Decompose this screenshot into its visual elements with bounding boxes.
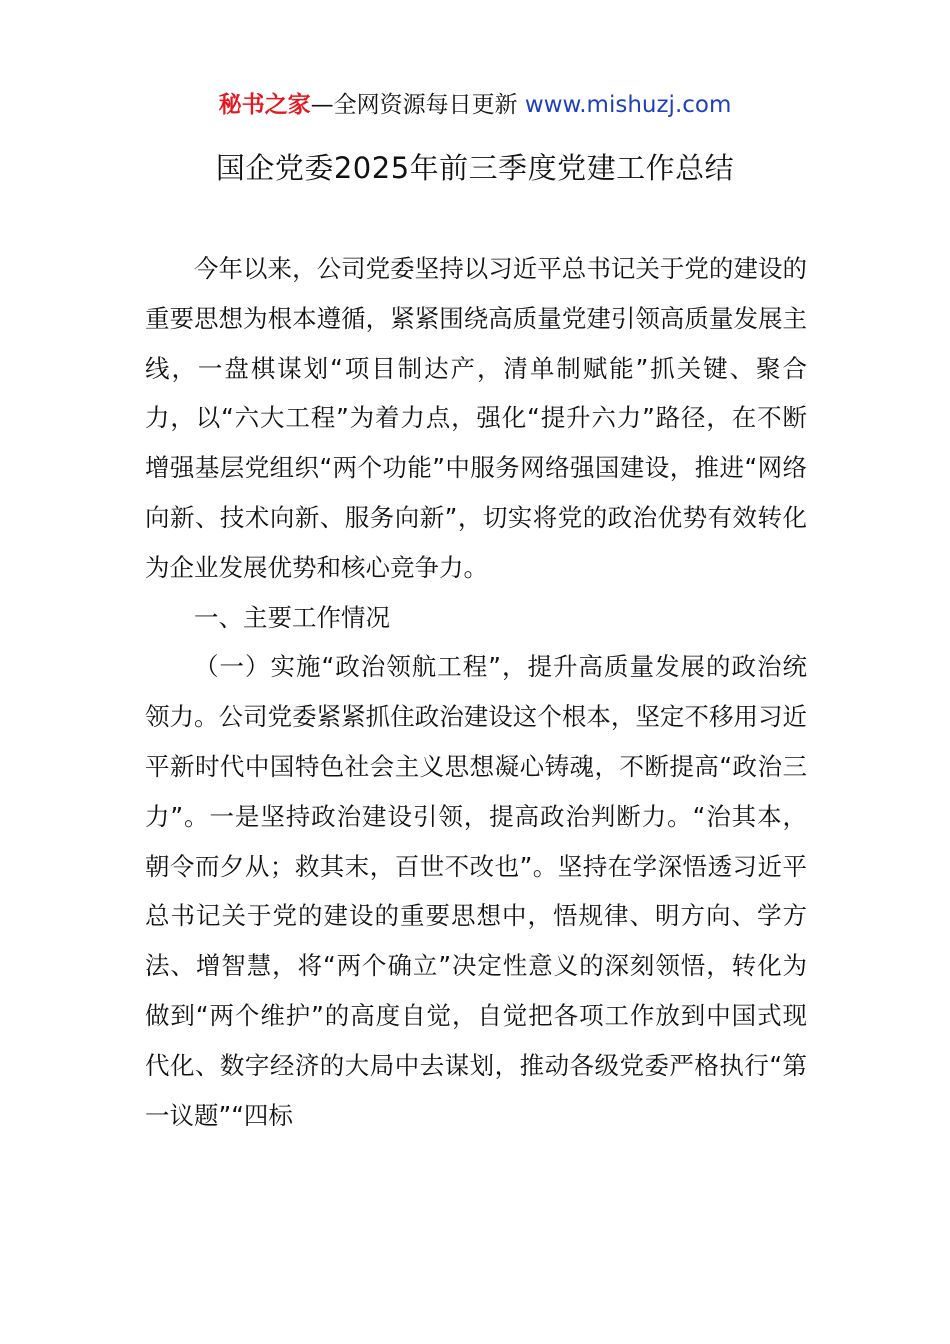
- brand-name: 秘书之家: [218, 92, 311, 118]
- document-body: [145, 244, 807, 1140]
- section-paragraph: （一）实施“政治领航工程”，提升高质量发展的政治统领力。公司党委紧紧抓住政治建设这个根本，坚定不移用习近平新时代中国特色社会主义思想凝心铸魂，不断提高“政治三力”。一是坚持政治建设引领，提高政治判断力。“治其本，朝令而夕从；救其末，百世不改也”。坚持在学深悟透习近平总书记关于党的建设的重要思想中，悟规律、明方向、学方法、增智慧，将“两个确立”决定性意义的深刻领悟，转化为做到“两个维护”的高度自觉，自觉把各项工作放到中国式现代化、数字经济的大局中去谋划，推动各级党委严格执行“第一议题”“四标: [145, 652, 807, 1130]
- intro-paragraph: 今年以来，公司党委坚持以习近平总书记关于党的建设的重要思想为根本遵循，紧紧围绕高质量党建引领高质量发展主线，一盘棋谋划“项目制达产，清单制赋能”抓关键、聚合力，以“六大工程”为着力点，强化“提升六力”路径，在不断增强基层党组织“两个功能”中服务网络强国建设，推进“网络向新、技术向新、服务向新”，切实将党的政治优势有效转化为企业发展优势和核心竞争力。: [145, 254, 807, 582]
- section-heading: 一、主要工作情况: [194, 602, 390, 632]
- header-banner: [0, 88, 950, 122]
- document-title: 国企党委2025年前三季度党建工作总结: [215, 151, 735, 185]
- site-url-link[interactable]: www.mishuzj.com: [524, 92, 732, 118]
- header-slogan: —全网资源每日更新: [310, 92, 525, 118]
